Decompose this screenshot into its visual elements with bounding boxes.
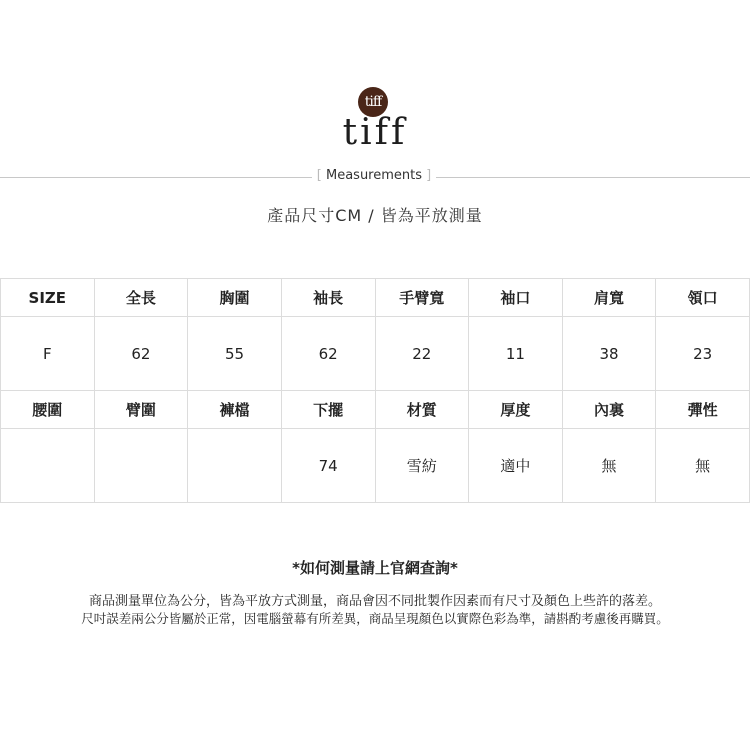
table-header-cell: 肩寬 [562, 279, 656, 317]
table-cell: 55 [188, 317, 282, 391]
table-cell: 11 [469, 317, 563, 391]
disclaimer-line-1: 商品測量單位為公分，皆為平放方式測量，商品會因不同批製作因素而有尺寸及顏色上些許的落差。 [88, 594, 661, 609]
divider-right [436, 177, 750, 178]
table-header-cell: 褲檔 [188, 391, 282, 429]
measurement-note: *如何測量請上官網查詢* [292, 559, 458, 577]
table-cell: 無 [562, 429, 656, 503]
table-header-cell: 手臂寬 [375, 279, 469, 317]
divider-left [0, 177, 312, 178]
table-cell: 62 [281, 317, 375, 391]
table-header-cell: 腰圍 [1, 391, 95, 429]
table-header-cell: 內裏 [562, 391, 656, 429]
table-cell [1, 429, 95, 503]
table-cell: 22 [375, 317, 469, 391]
table-header-cell: 領口 [656, 279, 750, 317]
table-header-cell: 臂圍 [94, 391, 188, 429]
table-header-cell: 彈性 [656, 391, 750, 429]
table-header-cell: SIZE [1, 279, 95, 317]
table-row [1, 317, 750, 391]
table-cell: 適中 [469, 429, 563, 503]
section-label-text: Measurements [325, 168, 423, 183]
disclaimer-line-2: 尺吋誤差兩公分皆屬於正常，因電腦螢幕有所差異，商品呈現顏色以實際色彩為準，請斟酌考慮後再購買。 [81, 611, 669, 626]
table-header-cell: 材質 [375, 391, 469, 429]
table-cell: 無 [656, 429, 750, 503]
table-header-cell: 下擺 [281, 391, 375, 429]
brand-wordmark: tiff [342, 112, 408, 153]
table-cell: 38 [562, 317, 656, 391]
brand-logo-mark-text: tiff [364, 94, 382, 110]
table-header-cell: 厚度 [469, 391, 563, 429]
page-subtitle: 產品尺寸CM / 皆為平放測量 [267, 206, 483, 225]
table-cell: F [1, 317, 95, 391]
table-cell: 74 [281, 429, 375, 503]
table-header-cell: 胸圍 [188, 279, 282, 317]
table-cell: 雪紡 [375, 429, 469, 503]
size-table [0, 278, 750, 503]
table-row [1, 429, 750, 503]
table-cell: 23 [656, 317, 750, 391]
table-cell [188, 429, 282, 503]
table-header-row [1, 279, 750, 317]
table-header-cell: 袖口 [469, 279, 563, 317]
table-cell: 62 [94, 317, 188, 391]
table-header-cell: 全長 [94, 279, 188, 317]
table-header-row [1, 391, 750, 429]
section-label: [ Measurements ] [316, 168, 432, 183]
table-header-cell: 袖長 [281, 279, 375, 317]
table-cell [94, 429, 188, 503]
